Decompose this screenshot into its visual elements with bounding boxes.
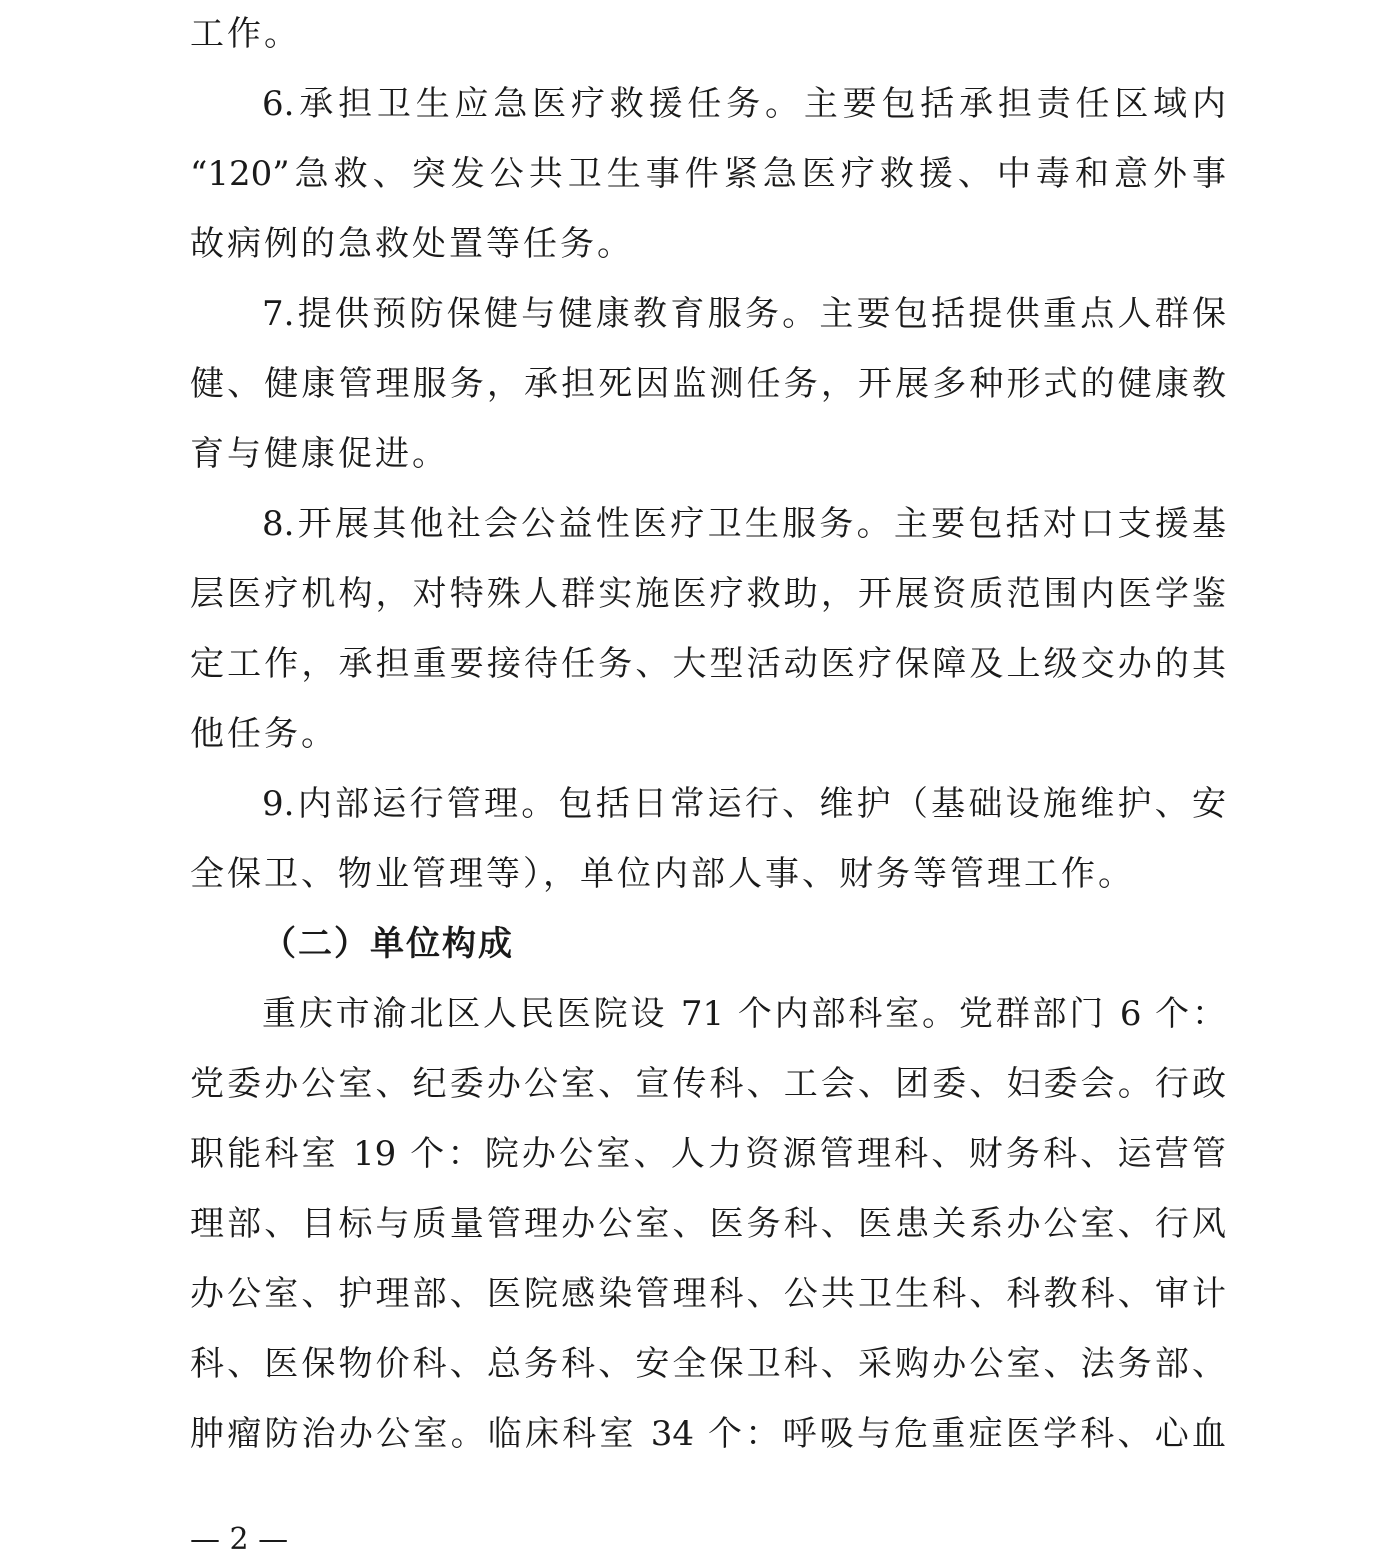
paragraph-item-9-line: 全保卫、物业管理等），单位内部人事、财务等管理工作。 xyxy=(190,854,1135,894)
paragraph-item-7-line: 育与健康促进。 xyxy=(190,434,449,474)
paragraph-item-8-line: 8.开展其他社会公益性医疗卫生服务。主要包括对口支援基 xyxy=(262,504,1226,544)
text-line: 工作。 xyxy=(190,14,301,54)
paragraph-item-7-line: 7.提供预防保健与健康教育服务。主要包括提供重点人群保 xyxy=(262,294,1226,334)
page-number: — 2 — xyxy=(190,1522,289,1557)
paragraph-item-6-line: 故病例的急救处置等任务。 xyxy=(190,224,634,264)
section-heading: （二）单位构成 xyxy=(262,924,514,964)
paragraph-item-8-line: 层医疗机构，对特殊人群实施医疗救助，开展资质范围内医学鉴 xyxy=(190,574,1226,614)
paragraph-item-7-line: 健、健康管理服务，承担死因监测任务，开展多种形式的健康教 xyxy=(190,364,1226,404)
paragraph-item-6-line: 6.承担卫生应急医疗救援任务。主要包括承担责任区域内 xyxy=(262,84,1226,124)
paragraph-item-8-line: 他任务。 xyxy=(190,714,338,754)
paragraph-composition-line: 办公室、护理部、医院感染管理科、公共卫生科、科教科、审计 xyxy=(190,1274,1226,1314)
paragraph-composition-line: 理部、目标与质量管理办公室、医务科、医患关系办公室、行风 xyxy=(190,1204,1226,1244)
paragraph-composition-line: 党委办公室、纪委办公室、宣传科、工会、团委、妇委会。行政 xyxy=(190,1064,1226,1104)
paragraph-composition-line: 职能科室 19 个：院办公室、人力资源管理科、财务科、运营管 xyxy=(190,1134,1226,1174)
paragraph-item-6-line: “120”急救、突发公共卫生事件紧急医疗救援、中毒和意外事 xyxy=(190,154,1226,194)
paragraph-composition-line: 肿瘤防治办公室。临床科室 34 个：呼吸与危重症医学科、心血 xyxy=(190,1414,1226,1454)
paragraph-composition-line: 重庆市渝北区人民医院设 71 个内部科室。党群部门 6 个： xyxy=(262,994,1226,1034)
paragraph-item-8-line: 定工作，承担重要接待任务、大型活动医疗保障及上级交办的其 xyxy=(190,644,1226,684)
paragraph-composition-line: 科、医保物价科、总务科、安全保卫科、采购办公室、法务部、 xyxy=(190,1344,1226,1384)
paragraph-item-9-line: 9.内部运行管理。包括日常运行、维护（基础设施维护、安 xyxy=(262,784,1226,824)
